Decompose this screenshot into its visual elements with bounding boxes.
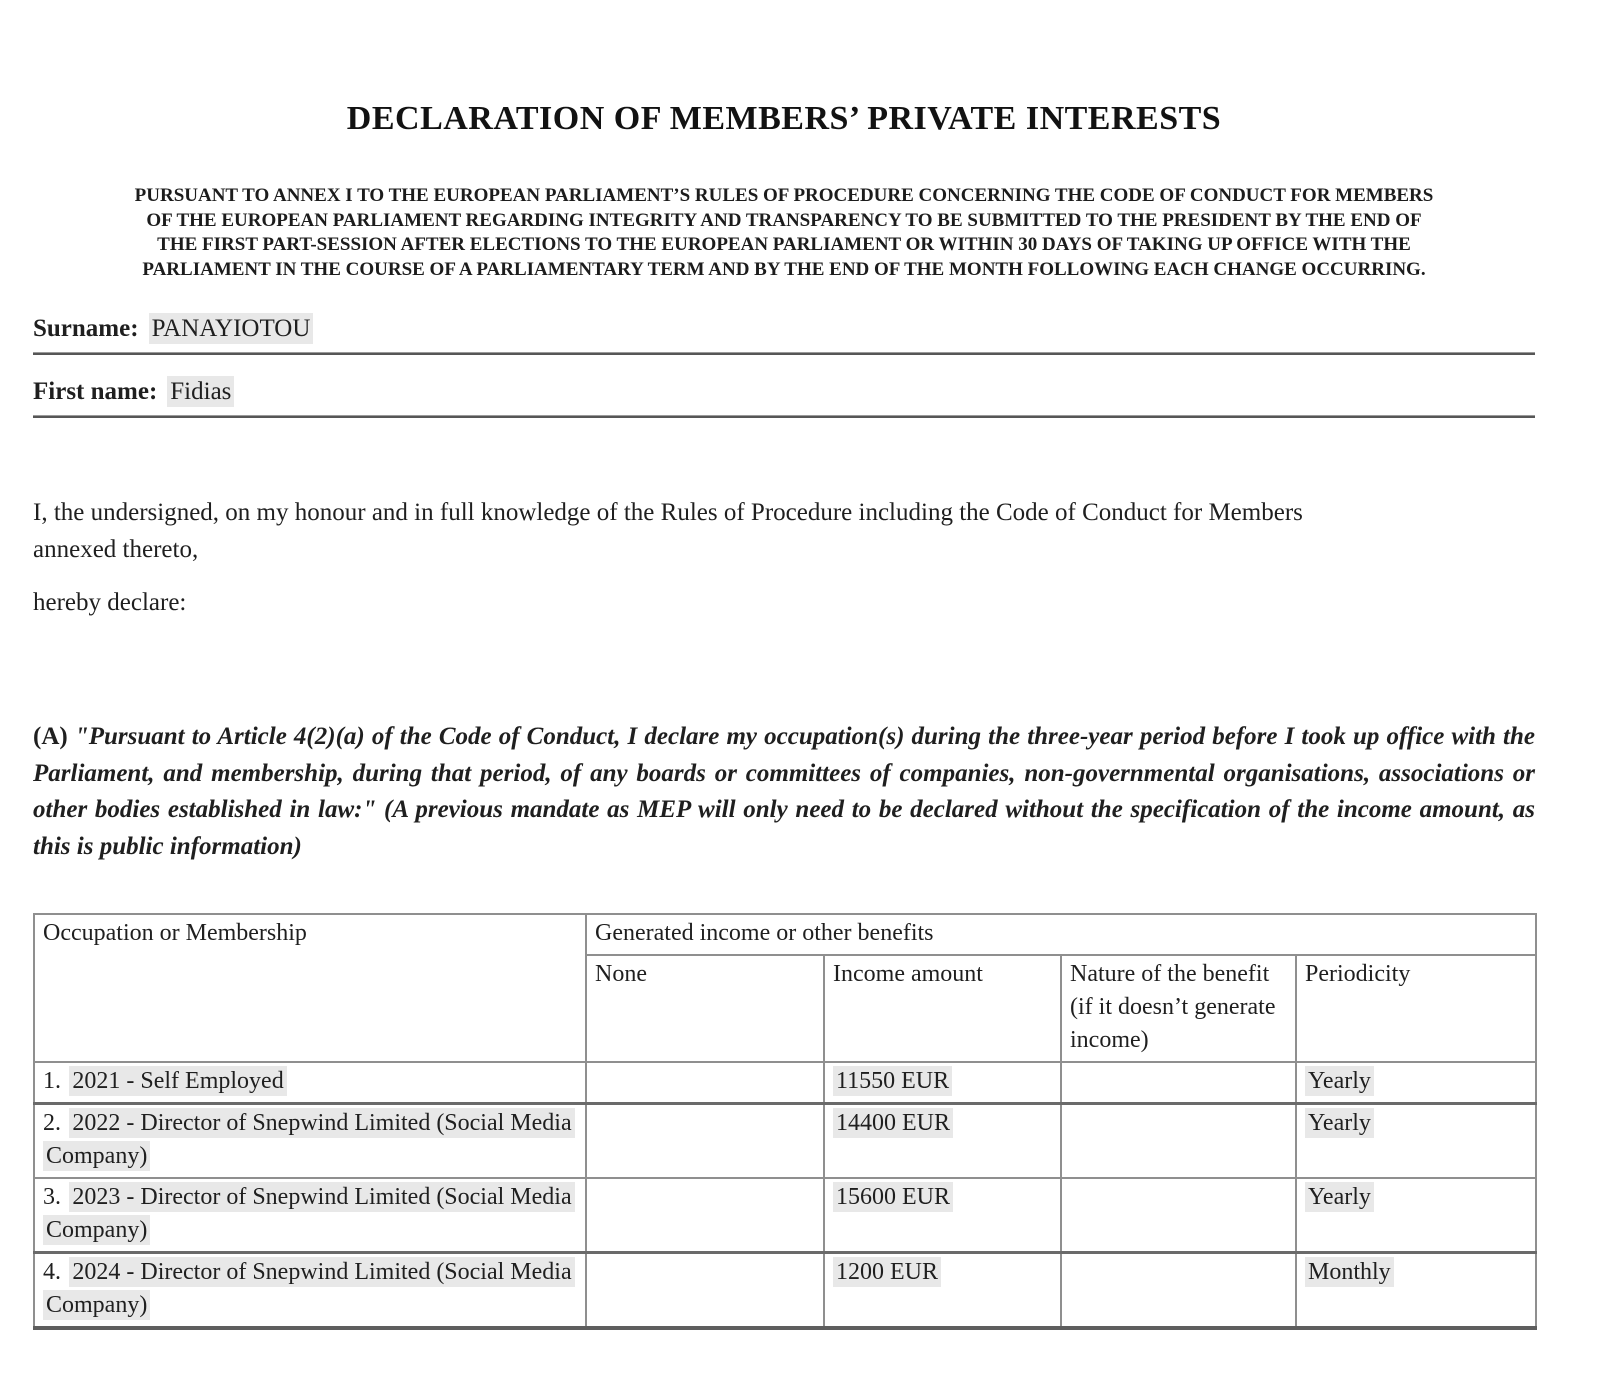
surname-value: PANAYIOTOU <box>149 313 314 344</box>
income-value: 14400 EUR <box>833 1108 953 1138</box>
income-value: 1200 EUR <box>833 1257 941 1287</box>
none-cell <box>586 1178 824 1253</box>
row-number: 2. <box>43 1110 61 1136</box>
income-group-header-cell: Generated income or other benefits <box>586 914 1536 955</box>
periodicity-value: Yearly <box>1305 1066 1374 1096</box>
income-cell <box>824 1062 1061 1104</box>
income-cell <box>824 1178 1061 1253</box>
subtitle-line: THE FIRST PART-SESSION AFTER ELECTIONS TO THE EUROPEAN PARLIAMENT OR WITHIN 30 DAYS OF TAKING UP OFFICE WITH THE <box>157 234 1411 255</box>
intro-line: annexed thereto, <box>33 536 199 563</box>
intro-line: I, the undersigned, on my honour and in full knowledge of the Rules of Procedure including the Code of Conduct for Members <box>33 499 1303 526</box>
table-row <box>34 1253 1536 1329</box>
periodicity-cell <box>1296 1178 1536 1253</box>
occupation-cell <box>34 1253 586 1329</box>
subheader-nature-of-benefit: Nature of the benefit (if it doesn’t generate income) <box>1061 955 1296 1062</box>
subheader-periodicity: Periodicity <box>1296 955 1536 1062</box>
surname-label: Surname: <box>33 315 139 342</box>
income-value: 15600 EUR <box>833 1182 953 1212</box>
periodicity-value: Yearly <box>1305 1182 1374 1212</box>
table-row <box>34 1178 1536 1253</box>
first-name-value: Fidias <box>167 376 234 407</box>
none-cell <box>586 1062 824 1104</box>
none-cell <box>586 1104 824 1179</box>
occupation-value: 2023 - Director of Snepwind Limited (Social Media Company) <box>43 1182 575 1245</box>
section-a-text: "Pursuant to Article 4(2)(a) of the Code of Conduct, I declare my occupation(s) during the three-year period before I took up office with the Parliament, and membership, during that period, of any boards or committees of companies, non-governmental organisations, associations or other bodies established in law:" (A previous mandate as MEP will only need to be declared without the specification of the income amount, as this is public information) <box>33 723 1535 860</box>
nature-cell <box>1061 1178 1296 1253</box>
periodicity-value: Monthly <box>1305 1257 1394 1287</box>
occupation-value: 2021 - Self Employed <box>69 1066 286 1096</box>
occupation-cell <box>34 1104 586 1179</box>
occupation-cell <box>34 1062 586 1104</box>
row-number: 1. <box>43 1068 61 1094</box>
page-title: DECLARATION OF MEMBERS’ PRIVATE INTERESTS <box>346 100 1222 137</box>
row-number: 4. <box>43 1259 61 1285</box>
subtitle-line: PARLIAMENT IN THE COURSE OF A PARLIAMENTARY TERM AND BY THE END OF THE MONTH FOLLOWING EACH CHANGE OCCURRING. <box>142 258 1426 280</box>
table-row <box>34 1062 1536 1104</box>
nature-cell <box>1061 1253 1296 1329</box>
none-cell <box>586 1253 824 1329</box>
first-name-field-row <box>33 375 1535 409</box>
periodicity-cell <box>1296 1253 1536 1329</box>
surname-underline <box>33 352 1535 355</box>
nature-cell <box>1061 1062 1296 1104</box>
income-cell <box>824 1104 1061 1179</box>
subheader-income-amount: Income amount <box>824 955 1061 1062</box>
table-header-row <box>34 914 1536 955</box>
occupation-value: 2022 - Director of Snepwind Limited (Social Media Company) <box>43 1108 575 1171</box>
subtitle-line: OF THE EUROPEAN PARLIAMENT REGARDING INTEGRITY AND TRANSPARENCY TO BE SUBMITTED TO THE PRESIDENT BY THE END OF <box>146 209 1422 231</box>
row-number: 3. <box>43 1184 61 1210</box>
first-name-label: First name: <box>33 378 158 405</box>
intro-paragraph <box>33 494 1535 568</box>
interests-table <box>33 913 1537 1330</box>
occupation-cell <box>34 1178 586 1253</box>
hereby-declare-text: hereby declare: <box>33 589 187 616</box>
document-subtitle <box>33 184 1535 282</box>
periodicity-cell <box>1296 1062 1536 1104</box>
income-value: 11550 EUR <box>833 1066 952 1096</box>
section-a-paragraph <box>33 719 1535 865</box>
first-name-underline <box>33 415 1535 418</box>
occupation-value: 2024 - Director of Snepwind Limited (Social Media Company) <box>43 1257 575 1320</box>
subheader-none: None <box>586 955 824 1062</box>
table-row <box>34 1104 1536 1179</box>
occupation-header-cell: Occupation or Membership <box>34 914 586 1062</box>
periodicity-cell <box>1296 1104 1536 1179</box>
nature-cell <box>1061 1104 1296 1179</box>
subtitle-line: PURSUANT TO ANNEX I TO THE EUROPEAN PARLIAMENT’S RULES OF PROCEDURE CONCERNING THE CODE OF CONDUCT FOR MEMBERS <box>134 185 1434 206</box>
income-cell <box>824 1253 1061 1329</box>
section-a-label: (A) <box>33 723 68 750</box>
periodicity-value: Yearly <box>1305 1108 1374 1138</box>
surname-field-row <box>33 312 1535 346</box>
